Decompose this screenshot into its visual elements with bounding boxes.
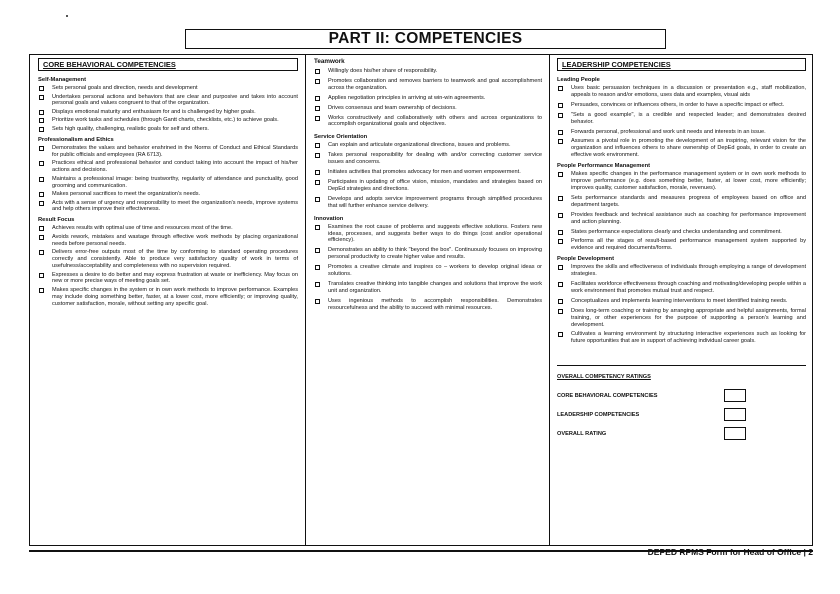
checkbox[interactable] [558, 265, 563, 270]
competency-text: Practices ethical and professional behavior and conduct taking into account the impact of his/her actions and decisions. [52, 160, 298, 174]
competency-text: Performs all the stages of result-based performance management system supported by evidence and required documents/forms. [571, 238, 806, 252]
checkbox[interactable] [558, 130, 563, 135]
page-title: PART II: COMPETENCIES [185, 29, 666, 49]
scan-speck [66, 15, 68, 17]
checkbox[interactable] [39, 146, 44, 151]
competency-text: Makes specific changes in the performance management system or in own work methods to improve performance (e.g. does something better, faster, at lower cost, more efficiently; improves quality, customer satisfaction, morale, revenues). [571, 171, 806, 191]
rating-row [557, 427, 806, 440]
competency-item [557, 85, 806, 99]
competency-text: Examines the root cause of problems and suggests effective solutions. Fosters new ideas, processes, and suggests better ways to do things (cost and/or operational efficiency). [328, 223, 542, 244]
competency-text: Delivers error-free outputs most of the time by conforming to standard operating procedures correctly and consistently. Able to produce very satisfactory quality of work in terms of usefulness/acceptability and completeness with no supervision required. [52, 249, 298, 270]
competency-item [38, 249, 298, 270]
competency-item [557, 331, 806, 345]
section-title: Self-Management [38, 77, 86, 83]
competency-text: Avoids rework, mistakes and wastage through effective work methods by placing organizational needs before personal needs. [52, 233, 298, 247]
checkbox[interactable] [39, 235, 44, 240]
competency-text: Demonstrates the values and behavior enshrined in the Norms of Conduct and Ethical Standards for public officials and employees (RA 6713). [52, 144, 298, 158]
core-sections [38, 77, 298, 308]
section-title: Teamwork [314, 58, 345, 65]
competency-text: Achieves results with optimal use of time and resources most of the time. [52, 225, 233, 232]
checkbox[interactable] [558, 239, 563, 244]
checkbox[interactable] [315, 96, 320, 101]
checkbox[interactable] [39, 201, 44, 206]
competency-item [557, 138, 806, 159]
competency-item [38, 191, 298, 198]
competency-item [314, 78, 542, 92]
competency-text: Prioritize work tasks and schedules (through Gantt charts, checklists, etc.) to achieve goals. [52, 117, 279, 124]
competency-text: "Sets a good example", is a credible and respected leader; and demonstrates desired behavior. [571, 111, 806, 125]
competency-item [557, 281, 806, 295]
checkbox[interactable] [315, 106, 320, 111]
checkbox[interactable] [39, 127, 44, 132]
competency-text: Drives consensus and team ownership of decisions. [328, 104, 457, 111]
competency-item [557, 129, 806, 136]
competency-item [314, 264, 542, 278]
competency-item [38, 176, 298, 190]
competency-text: Develops and adopts service improvement programs through simplified procedures that will further enhance service delivery. [328, 195, 542, 209]
competency-item [314, 196, 542, 210]
competency-text: Can explain and articulate organizational directions, issues and problems. [328, 142, 511, 149]
competency-text: Uses basic persuasion techniques in a discussion or presentation e.g., staff mobilization, appeals to reason and/or emotions, uses data and examples, visual aids [571, 85, 806, 98]
competency-item [557, 212, 806, 226]
checkbox[interactable] [558, 230, 563, 235]
checkbox[interactable] [39, 288, 44, 293]
competency-item [557, 238, 806, 252]
competency-item [38, 234, 298, 248]
checkbox[interactable] [39, 192, 44, 197]
checkbox[interactable] [315, 265, 320, 270]
checkbox[interactable] [39, 250, 44, 255]
competency-text: Sets personal goals and direction, needs and development [52, 85, 198, 91]
competency-text: Initiates activities that promotes advocacy for men and women empowerment. [328, 169, 521, 176]
section-title: Innovation [314, 215, 344, 222]
competency-text: Uses ingenious methods to accomplish responsibilities. Demonstrates resourcefulness and the ability to succeed with minimal resources. [328, 297, 542, 311]
leadership-competencies-heading: LEADERSHIP COMPETENCIES [557, 58, 806, 71]
middle-competencies-column [306, 55, 550, 545]
core-competencies-column [30, 55, 306, 545]
checkbox[interactable] [315, 299, 320, 304]
checkbox[interactable] [39, 95, 44, 100]
competency-text: Promotes a creative climate and inspires co – workers to develop original ideas or solutions. [328, 264, 542, 278]
checkbox[interactable] [39, 118, 44, 123]
competency-text: Does long-term coaching or training by arranging appropriate and helpful assignments, formal training, or other experiences for the purpose of supporting a person's learning and development. [571, 307, 806, 328]
checkbox[interactable] [558, 196, 563, 201]
competency-item [314, 152, 542, 166]
competency-text: Improves the skills and effectiveness of individuals through employing a range of development strategies. [571, 264, 806, 278]
section-title: Leading People [557, 77, 600, 83]
checkbox[interactable] [558, 139, 563, 144]
competency-text: Applies negotiation principles in arriving at win-win agreements. [328, 94, 486, 101]
competency-text: Displays emotional maturity and enthusiasm for and is challenged by higher goals. [52, 108, 256, 115]
checkbox[interactable] [558, 332, 563, 337]
competency-item [38, 126, 298, 133]
checkbox[interactable] [39, 177, 44, 182]
competency-text: Forwards personal, professional and work unit needs and interests in an issue. [571, 128, 766, 135]
leadership-sections [557, 77, 806, 345]
checkbox[interactable] [315, 153, 320, 158]
section-title: Service Orientation [314, 134, 368, 141]
rating-rows [557, 389, 806, 440]
checkbox[interactable] [558, 309, 563, 314]
checkbox[interactable] [558, 213, 563, 218]
competency-text: Makes personal sacrifices to meet the organization's needs. [52, 191, 201, 198]
checkbox[interactable] [558, 103, 563, 108]
competency-item [557, 195, 806, 209]
competency-item [38, 200, 298, 214]
checkbox[interactable] [39, 273, 44, 278]
competency-item [557, 171, 806, 192]
competency-text: Acts with a sense of urgency and responsibility to meet the organization's needs, improve systems and help others improve their effectiveness. [52, 199, 298, 213]
checkbox[interactable] [315, 69, 320, 74]
competency-text: Takes personal responsibility for dealing with and/or correcting customer service issues and concerns. [328, 152, 542, 166]
rating-row [557, 389, 806, 402]
competency-item [38, 94, 298, 108]
rating-label: OVERALL RATING [557, 430, 607, 437]
competency-text: Facilitates workforce effectiveness through coaching and motivating/developing people within a work environment that promotes mutual trust and respect. [571, 281, 806, 294]
checkbox[interactable] [558, 299, 563, 304]
competency-item [38, 160, 298, 174]
competency-text: Sets high quality, challenging, realistic goals for self and others. [52, 125, 209, 132]
section-title: Result Focus [38, 217, 75, 224]
competency-item [314, 247, 542, 261]
checkbox[interactable] [39, 161, 44, 166]
overall-ratings-title: OVERALL COMPETENCY RATINGS [557, 374, 651, 381]
competency-text: Persuades, convinces or influences others, in order to have a specific impact or effect. [571, 101, 785, 108]
competency-item [314, 179, 542, 193]
competency-item [38, 85, 298, 92]
checkbox[interactable] [558, 172, 563, 177]
checkbox[interactable] [315, 116, 320, 121]
leadership-competencies-column [550, 55, 812, 545]
competency-item [557, 229, 806, 236]
competency-text: Participates in updating of office vision, mission, mandates and strategies based on DepEd strategies and directions. [328, 178, 542, 192]
checkbox[interactable] [315, 143, 320, 148]
competency-text: Cultivates a learning environment by structuring interactive experiences such as looking for future opportunities that are in support of achieving individual career goals. [571, 331, 806, 345]
competency-text: Works constructively and collaboratively with others and across organizations to accomplish organizational goals and objectives. [328, 114, 542, 128]
rating-box[interactable] [724, 427, 746, 440]
competency-item [557, 102, 806, 109]
section-title: People Development [557, 256, 615, 263]
checkbox[interactable] [558, 113, 563, 118]
competency-text: Maintains a professional image: being trustworthy, regularity of attendance and punctuality, good grooming and communication. [52, 175, 298, 189]
competency-text: Promotes collaboration and removes barriers to teamwork and goal accomplishment across the organization. [328, 77, 542, 91]
checkbox[interactable] [315, 225, 320, 230]
checkbox[interactable] [558, 86, 563, 91]
section-title: Professionalism and Ethics [38, 136, 114, 143]
competency-item [314, 105, 542, 112]
competency-item [314, 115, 542, 129]
competency-text: Expresses a desire to do better and may express frustration at waste or inefficiency. May focus on new or more precise ways of meeting goals set. [52, 271, 298, 285]
overall-ratings [557, 365, 806, 440]
competency-text: Willingly does his/her share of responsibility. [328, 68, 438, 74]
competency-text: Provides feedback and technical assistance such as coaching for performance improvement and action planning. [571, 211, 806, 225]
checkbox[interactable] [315, 180, 320, 185]
competency-text: Undertakes personal actions and behaviors that are clear and purposive and takes into account personal goals and values congruent to that of the organization. [52, 93, 298, 107]
checkbox[interactable] [558, 282, 563, 287]
competency-item [557, 298, 806, 305]
rating-box[interactable] [724, 389, 746, 402]
competency-text: Conceptualizes and implements learning interventions to meet identified training needs. [571, 297, 788, 304]
footer-text: DEPED RPMS Form for Head of Office | 2 [647, 547, 813, 557]
rating-label: CORE BEHAVIORAL COMPETENCIES [557, 392, 658, 399]
competency-item [38, 117, 298, 124]
core-competencies-heading: CORE BEHAVIORAL COMPETENCIES [38, 58, 298, 71]
competency-text: States performance expectations clearly and checks understanding and commitment. [571, 228, 782, 235]
checkbox[interactable] [39, 86, 44, 91]
competency-text: Assumes a pivotal role in promoting the development of an inspiring, relevant vision for the organization and influences others to share ownership of DepEd goals, in order to create an effective work environment. [571, 138, 806, 159]
competency-item [314, 95, 542, 102]
checkbox[interactable] [315, 79, 320, 84]
checkbox[interactable] [39, 226, 44, 231]
competency-item [314, 142, 542, 149]
competency-item [557, 264, 806, 278]
competency-item [38, 225, 298, 232]
competency-text: Demonstrates an ability to think "beyond the box". Continuously focuses on improving personal productivity to create higher value and results. [328, 247, 542, 261]
competency-item [314, 68, 542, 75]
section-title: People Performance Management [557, 163, 651, 170]
competencies-frame [29, 54, 813, 546]
rating-row [557, 408, 806, 421]
checkbox[interactable] [315, 197, 320, 202]
competency-text: Translates creative thinking into tangible changes and solutions that improve the work unit and organization. [328, 280, 542, 294]
rating-label: LEADERSHIP COMPETENCIES [557, 411, 640, 418]
rating-box[interactable] [724, 408, 746, 421]
competency-item [314, 298, 542, 312]
competency-item [38, 287, 298, 308]
checkbox[interactable] [315, 282, 320, 287]
competency-text: Makes specific changes in the system or in own work methods to improve performance. Examples may include doing something better, faster, at a lower cost, more efficiently; or improving quality, customer satisfaction, morale, without setting any specific goal. [52, 286, 298, 307]
competency-item [38, 145, 298, 159]
competency-item [38, 109, 298, 116]
competency-text: Sets performance standards and measures progress of employees based on office and department targets. [571, 194, 806, 208]
competency-item [314, 224, 542, 245]
middle-sections [314, 58, 542, 312]
competency-item [557, 112, 806, 126]
competency-item [314, 169, 542, 176]
competency-item [314, 281, 542, 295]
competency-item [557, 308, 806, 329]
checkbox[interactable] [315, 170, 320, 175]
checkbox[interactable] [315, 248, 320, 253]
competency-item [38, 272, 298, 286]
checkbox[interactable] [39, 110, 44, 115]
